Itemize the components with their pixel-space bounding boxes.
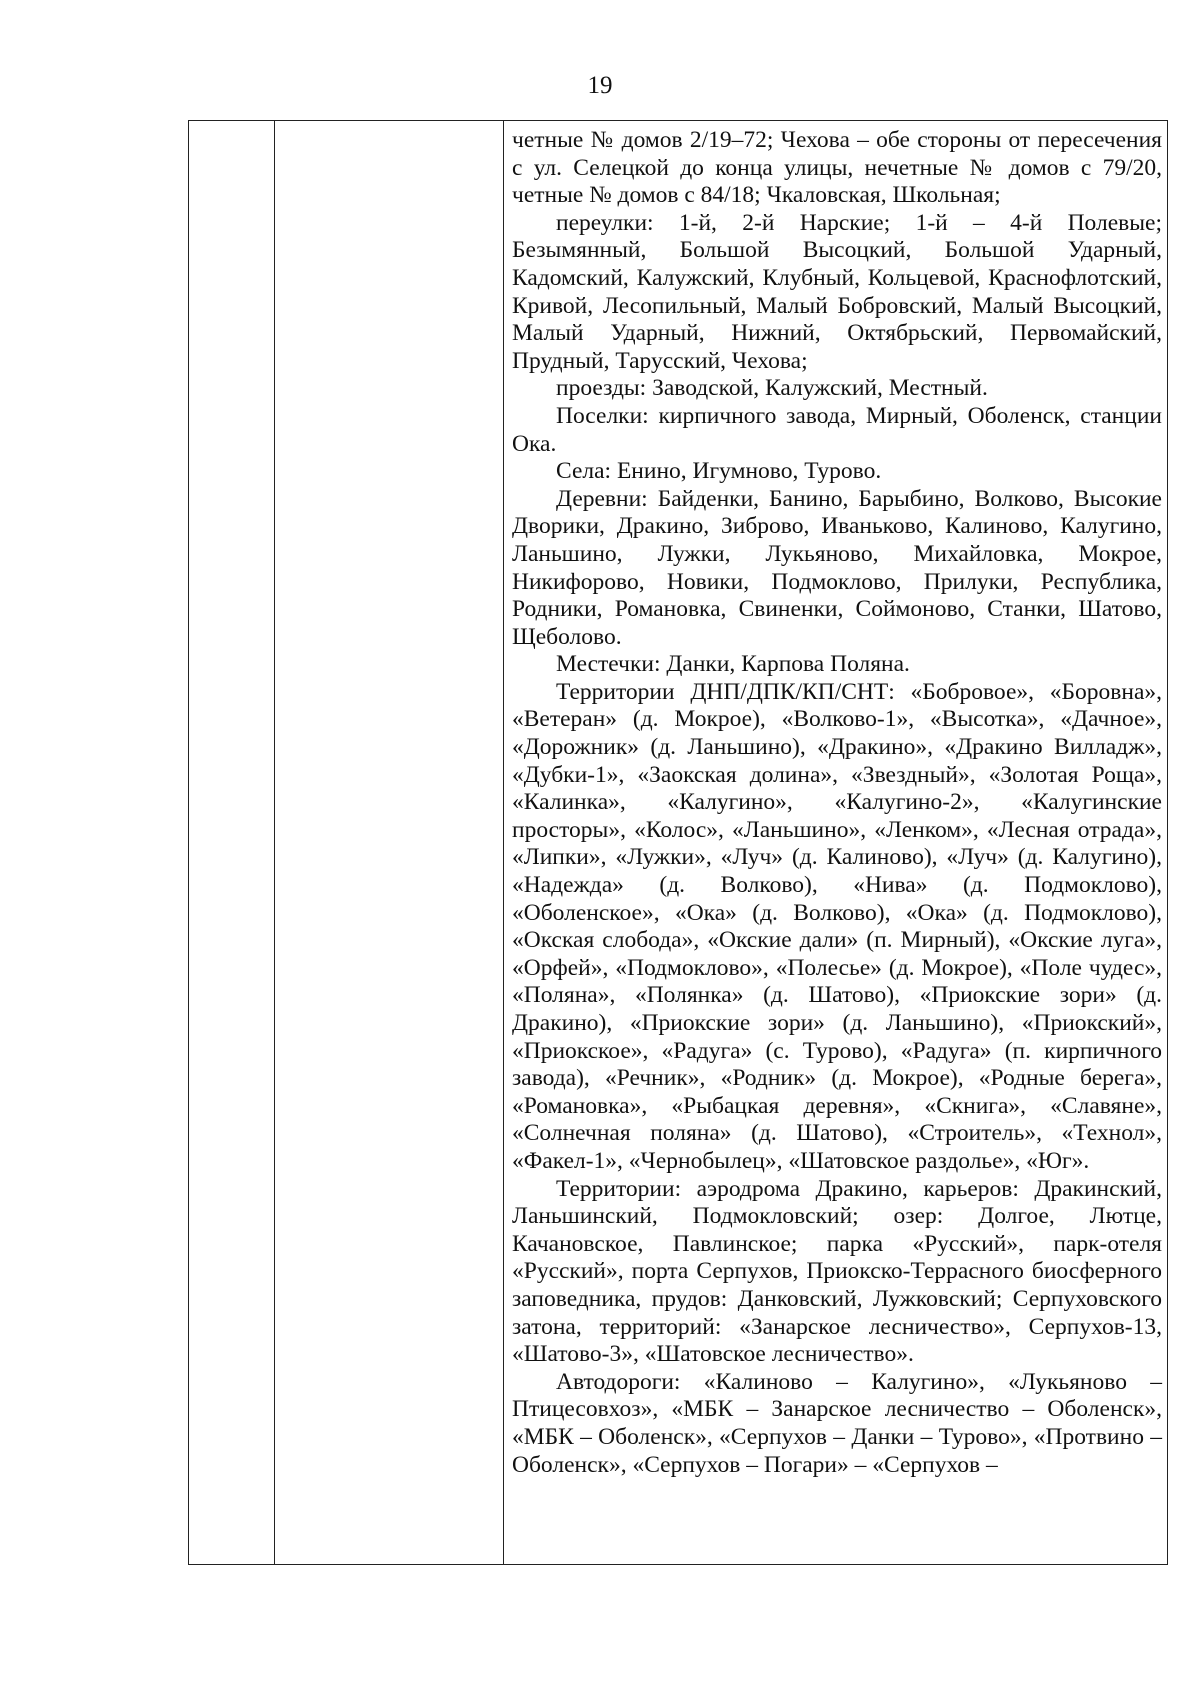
address-table [188,120,1168,1565]
addresses-cell [512,127,1162,1479]
column-divider-2 [503,121,504,1564]
paragraph-settlements: Поселки: кирпичного завода, Мирный, Оболенск, станции Ока. [512,402,1162,457]
paragraph-hamlets: Деревни: Байденки, Банино, Барыбино, Волково, Высокие Дворики, Дракино, Зиброво, Иваньково, Калиново, Калугино, Ланьшино, Лужки, Лукьяново, Михайловка, Мокрое, Никифорово, Новики, Подмоклово, Прилуки, Республика, Родники, Романовка, Свиненки, Соймоново, Станки, Шатово, Щеболово. [512,485,1162,650]
page-number: 19 [587,72,613,99]
paragraph-passages: проезды: Заводской, Калужский, Местный. [556,375,988,402]
paragraph-roads: Автодороги: «Калиново – Калугино», «Лукьяново – Птицесовхоз», «МБК – Занарское лесничество – Оболенск», «МБК – Оболенск», «Серпухов – Данки – Турово», «Протвино – Оболенск», «Серпухов – Погари» – «Серпухов – [512,1368,1162,1478]
paragraph-villages: Села: Енино, Игумново, Турово. [556,458,882,485]
paragraph-streets-continued: четные № домов 2/19–72; Чехова – обе стороны от пересечения с ул. Селецкой до конца улицы, нечетные № домов с 79/20, четные № домов с 84/18; Чкаловская, Школьная; [512,127,1162,209]
paragraph-localities: Местечки: Данки, Карпова Поляна. [556,651,910,678]
paragraph-garden-territories: Территории ДНП/ДПК/КП/СНТ: «Бобровое», «Боровна», «Ветеран» (д. Мокрое), «Волково-1», «Высотка», «Дачное», «Дорожник» (д. Ланьшино), «Дракино», «Дракино Вилладж», «Дубки-1», «Заокская долина», «Звездный», «Золотая Роща», «Калинка», «Калугино», «Калугино-2», «Калугинские просторы», «Колос», «Ланьшино», «Ленком», «Лесная отрада», «Липки», «Лужки», «Луч» (д. Калиново), «Луч» (д. Калугино), «Надежда» (д. Волково), «Нива» (д. Подмоклово), «Оболенское», «Ока» (д. Волково), «Ока» (д. Подмоклово), «Окская слобода», «Окские дали» (п. Мирный), «Окские луга», «Орфей», «Подмоклово», «Полесье» (д. Мокрое), «Поле чудес», «Поляна», «Полянка» (д. Шатово), «Приокские зори» (д. Дракино), «Приокские зори» (д. Ланьшино), «Приокский», «Приокское», «Радуга» (с. Турово), «Радуга» (п. кирпичного завода), «Речник», «Родник» (д. Мокрое), «Родные берега», «Романовка», «Рыбацкая деревня», «Скнига», «Славяне», «Солнечная поляна» (д. Шатово), «Строитель», «Технол», «Факел-1», «Чернобылец», «Шатовское раздолье», «Юг». [512,678,1162,1174]
paragraph-lanes: переулки: 1-й, 2-й Нарские; 1-й – 4-й Полевые; Безымянный, Большой Высоцкий, Большой Ударный, Кадомский, Калужский, Клубный, Кольцевой, Краснофлотский, Кривой, Лесопильный, Малый Бобровский, Малый Высоцкий, Малый Ударный, Нижний, Октябрьский, Первомайский, Прудный, Тарусский, Чехова; [512,209,1162,374]
column-divider-1 [274,121,275,1564]
paragraph-territories: Территории: аэродрома Дракино, карьеров: Дракинский, Ланьшинский, Подмокловский; озер: Долгое, Лютце, Качановское, Павлинское; парка «Русский», парк-отеля «Русский», порта Серпухов, Приокско-Террасного биосферного заповедника, прудов: Данковский, Лужковский; Серпуховского затона, территорий: «Занарское лесничество», Серпухов-13, «Шатово-3», «Шатовское лесничество». [512,1175,1162,1368]
